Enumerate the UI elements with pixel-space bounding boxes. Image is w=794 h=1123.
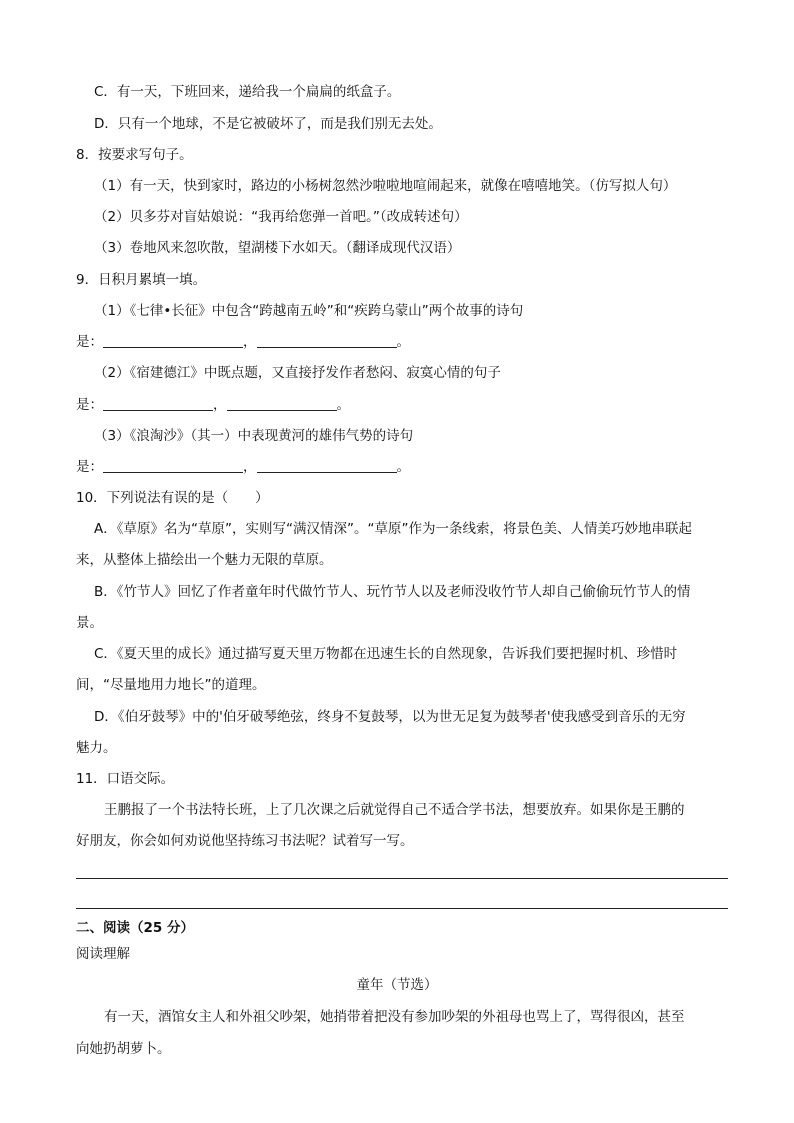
- option-c-line-2: 间，“尽量地用力地长”的道理。: [76, 677, 266, 693]
- comma: ，: [243, 334, 257, 350]
- period: 。: [336, 397, 350, 413]
- question-9-item-3: （3）《浪淘沙》（其一）中表现黄河的雄伟气势的诗句: [94, 428, 414, 444]
- question-11-paragraph-1: 王鹏报了一个书法特长班，上了几次课之后就觉得自己不适合学书法，想要放弃。如果你是王鹏的: [104, 802, 685, 818]
- option-d: D．只有一个地球，不是它被破坏了，而是我们别无去处。: [94, 116, 442, 132]
- answer-prefix: 是：: [76, 397, 103, 413]
- answer-blank[interactable]: [257, 458, 397, 473]
- question-8-item-3: （3）卷地风来忽吹散，望湖楼下水如天。（翻译成现代汉语）: [94, 240, 461, 256]
- answer-prefix: 是：: [76, 459, 103, 475]
- question-8-title: 8．按要求写句子。: [76, 147, 193, 163]
- answer-prefix: 是：: [76, 334, 103, 350]
- comma: ，: [243, 459, 257, 475]
- option-c-line-1: C．《夏天里的成长》通过描写夏天里万物都在迅速生长的自然现象，告诉我们要把握时机、珍惜时: [94, 646, 678, 662]
- question-11-paragraph-2: 好朋友，你会如何劝说他坚持练习书法呢？试着写一写。: [76, 833, 414, 849]
- answer-rule[interactable]: [76, 908, 728, 909]
- answer-line-9-2: [76, 395, 350, 415]
- question-9-item-1: （1）《七律•长征》中包含“跨越南五岭”和“疾跨乌蒙山”两个故事的诗句: [94, 303, 524, 319]
- option-c: C．有一天，下班回来，递给我一个扁扁的纸盒子。: [94, 84, 401, 100]
- answer-blank[interactable]: [103, 396, 213, 411]
- answer-line-9-3: [76, 457, 410, 477]
- option-d-line-1: D．《伯牙鼓琴》中的'伯牙破琴绝弦，终身不复鼓琴，以为世无足复为鼓琴者'使我感受到音乐的无穷: [94, 709, 686, 725]
- question-9-item-2: （2）《宿建德江》中既点题，又直接抒发作者愁闷、寂寞心情的句子: [94, 365, 501, 381]
- passage-paragraph-2: 向她扔胡萝卜。: [76, 1041, 171, 1057]
- question-9-title: 9．日积月累填一填。: [76, 272, 207, 288]
- answer-blank[interactable]: [103, 458, 243, 473]
- section-heading: 二、阅读（25 分）: [76, 920, 194, 936]
- reading-label: 阅读理解: [76, 946, 130, 962]
- question-10-title: 10．下列说法有误的是（ ）: [76, 490, 269, 506]
- option-d-line-2: 魅力。: [76, 740, 117, 756]
- question-8-item-2: （2）贝多芬对盲姑娘说：“我再给您弹一首吧。”（改成转述句）: [94, 209, 468, 225]
- answer-rule[interactable]: [76, 878, 728, 879]
- period: 。: [396, 459, 410, 475]
- passage-paragraph-1: 有一天，酒馆女主人和外祖父吵架，她捎带着把没有参加吵架的外祖母也骂上了，骂得很凶，甚至: [104, 1009, 685, 1025]
- question-11-title: 11．口语交际。: [76, 771, 175, 787]
- answer-blank[interactable]: [257, 333, 397, 348]
- option-a-line-1: A．《草原》名为“草原”，实则写“满汉情深”。“草原”作为一条线索，将景色美、人情美巧妙地串联起: [94, 521, 692, 537]
- comma: ，: [213, 397, 227, 413]
- option-b-line-2: 景。: [76, 615, 103, 631]
- period: 。: [396, 334, 410, 350]
- answer-blank[interactable]: [227, 396, 337, 411]
- option-a-line-2: 来，从整体上描绘出一个魅力无限的草原。: [76, 552, 333, 568]
- answer-blank[interactable]: [103, 333, 243, 348]
- question-8-item-1: （1）有一天，快到家时，路边的小杨树忽然沙啦啦地喧闹起来，就像在嘻嘻地笑。（仿写拟人句）: [94, 178, 677, 194]
- option-b-line-1: B．《竹节人》回忆了作者童年时代做竹节人、玩竹节人以及老师没收竹节人却自己偷偷玩竹节人的情: [94, 584, 691, 600]
- passage-title: 童年（节选）: [356, 977, 438, 993]
- answer-line-9-1: [76, 332, 410, 352]
